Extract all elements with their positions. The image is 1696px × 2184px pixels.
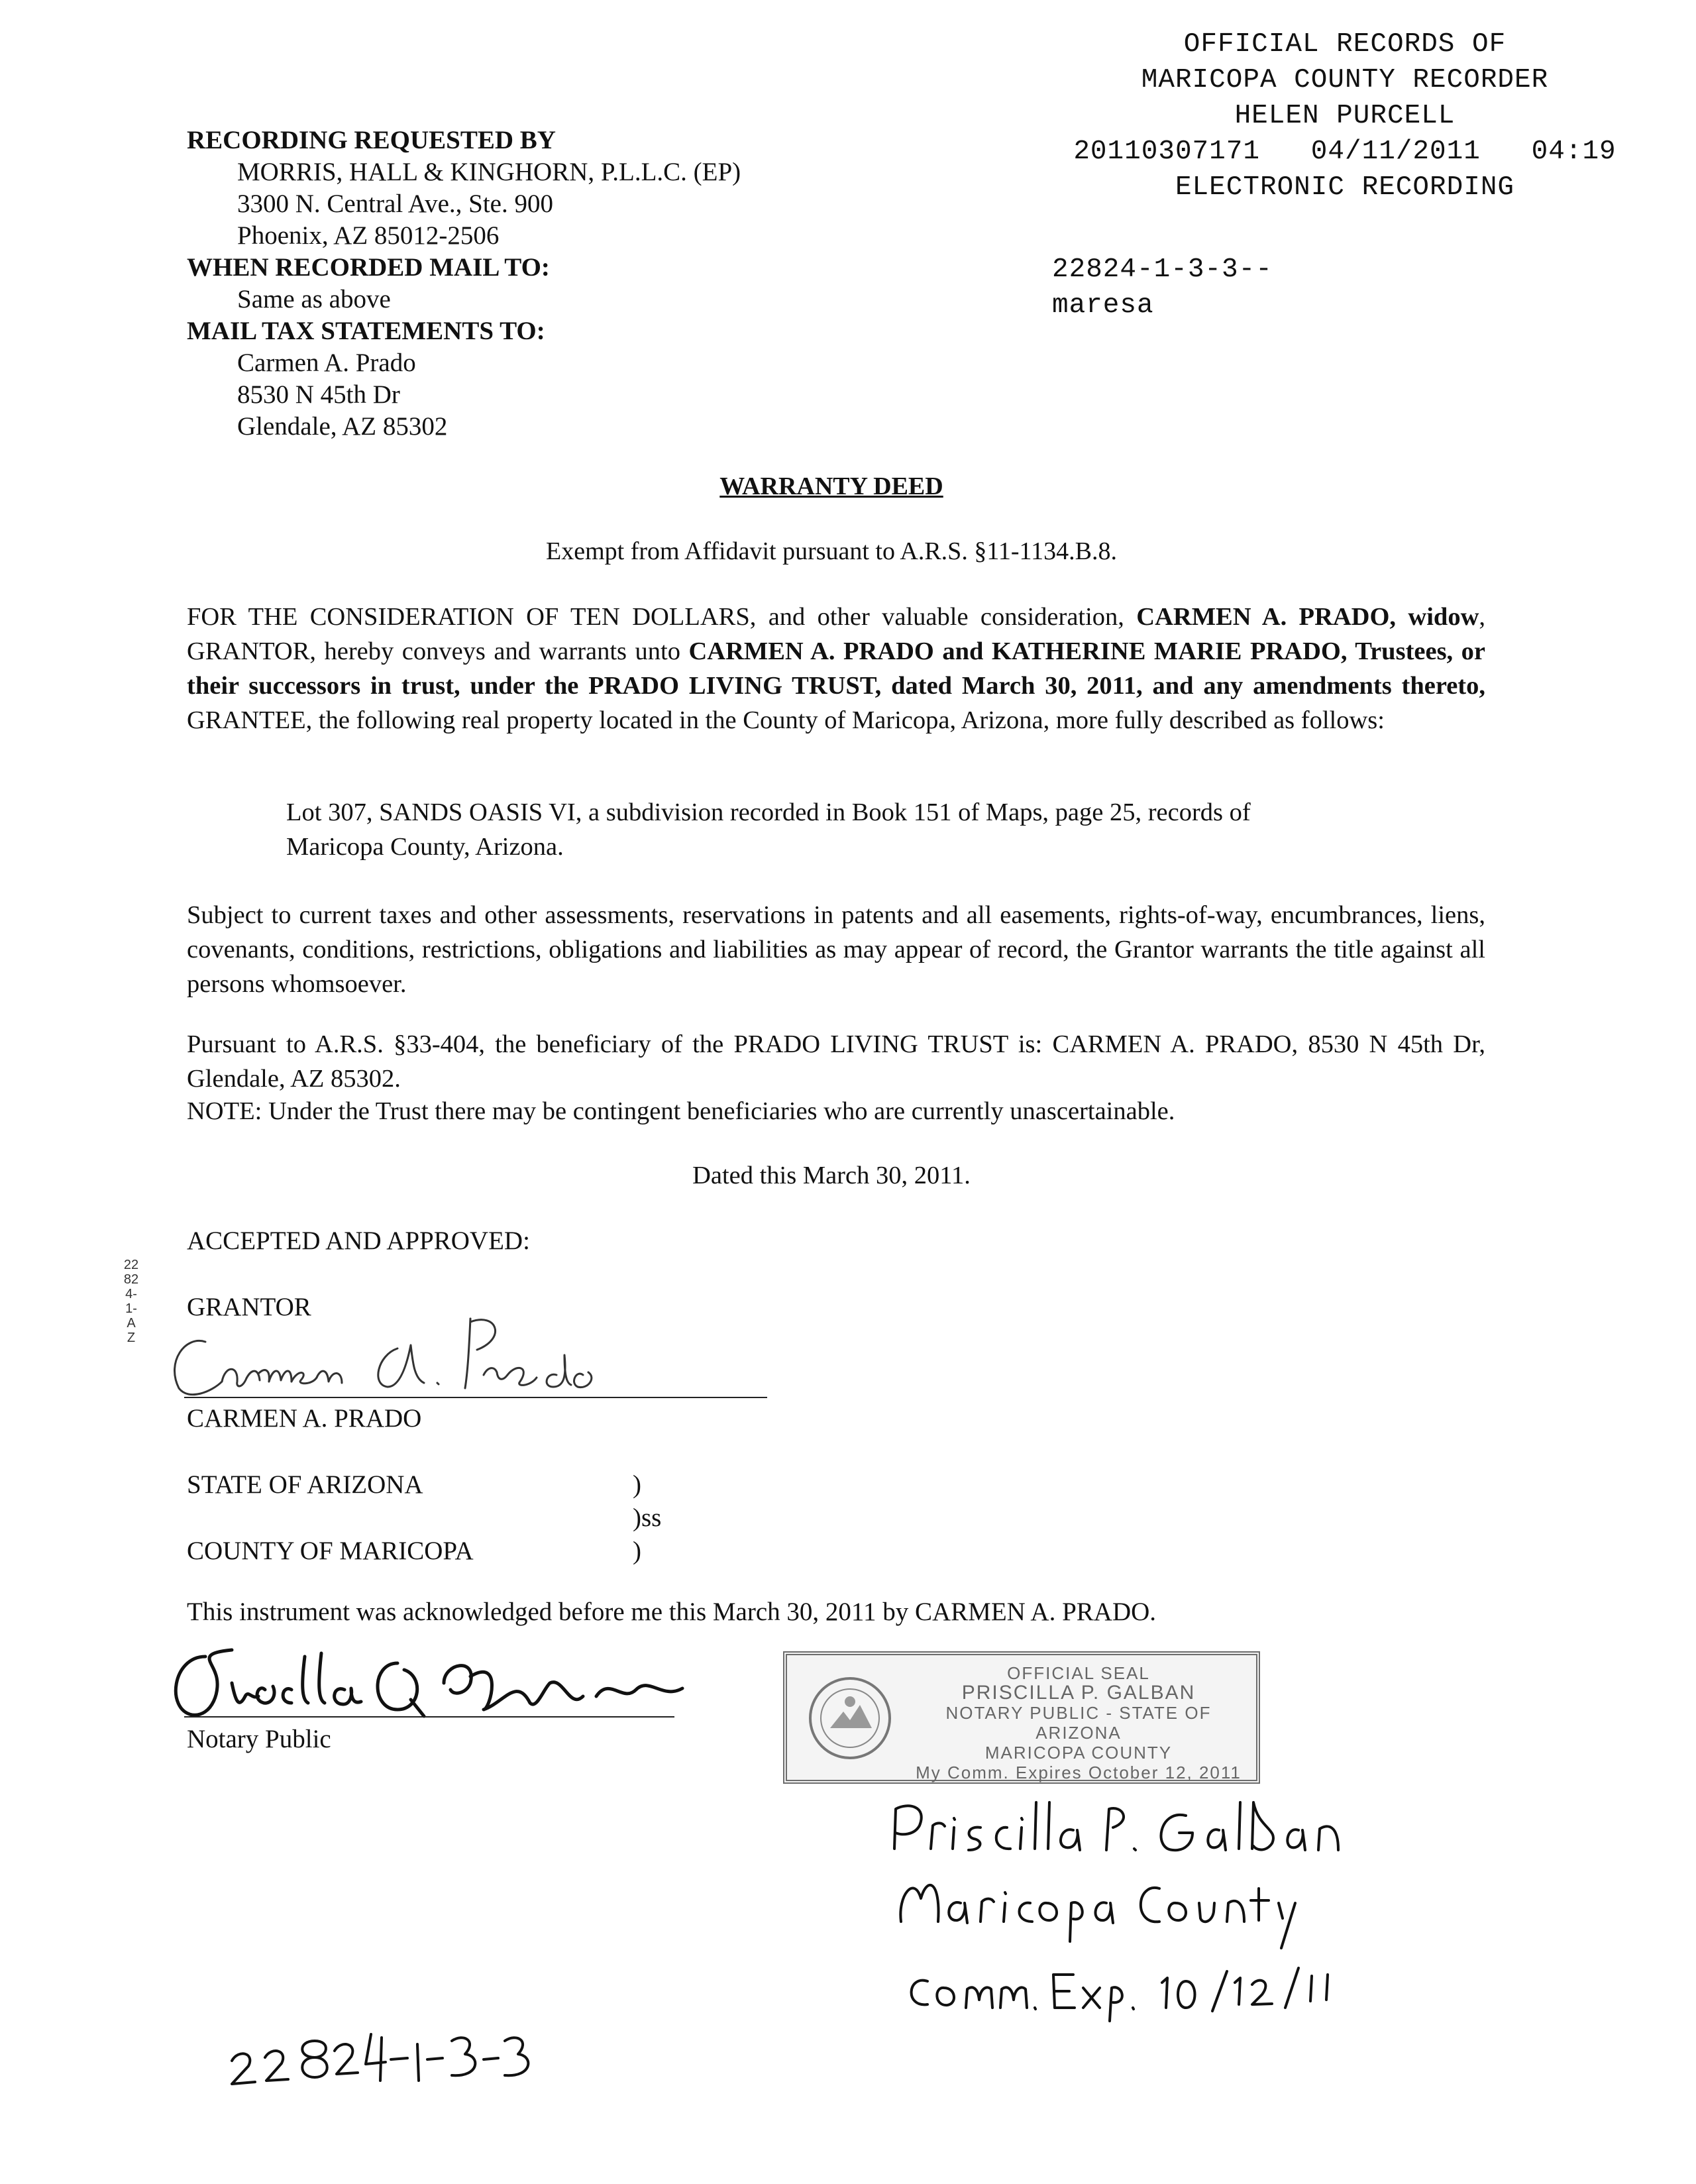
legal-description: Lot 307, SANDS OASIS VI, a subdivision recorded in Book 151 of Maps, page 25, records of Maricopa County, Arizona.: [286, 798, 1251, 861]
mail-tax-label: MAIL TAX STATEMENTS TO:: [187, 317, 545, 345]
venue-bracket: ): [633, 1537, 641, 1565]
notary-seal-stamp: [783, 1651, 1260, 1784]
seal-notary-name: PRISCILLA P. GALBAN: [961, 1682, 1196, 1704]
venue-bracket: ): [633, 1470, 641, 1499]
dated-line: Dated this March 30, 2011.: [692, 1162, 971, 1189]
acknowledgment-statement: This instrument was acknowledged before me this March 30, 2011 by CARMEN A. PRADO.: [187, 1598, 1157, 1626]
margin-code: 22824-1-AZ: [123, 1258, 139, 1345]
tax-city: Glendale, AZ 85302: [237, 412, 448, 441]
requester-address: 3300 N. Central Ave., Ste. 900: [237, 190, 553, 218]
exempt-statement: Exempt from Affidavit pursuant to A.R.S. §11-1134.B.8.: [546, 537, 1117, 565]
note-paragraph: NOTE: Under the Trust there may be contingent beneficiaries who are currently unascertainable.: [187, 1097, 1175, 1125]
seal-state: NOTARY PUBLIC - STATE OF ARIZONA: [945, 1703, 1212, 1743]
clerk-name: maresa: [1052, 290, 1154, 321]
recording-number: 20110307171 04/11/2011 04:19: [1073, 136, 1616, 167]
recorder-line: MARICOPA COUNTY RECORDER: [1141, 65, 1549, 95]
subject-to-paragraph: Subject to current taxes and other assessments, reservations in patents and all easements, rights-of-way, encumbrances, liens, covenants, conditions, restrictions, obligations and liabilities as may appear of record, the Grantor warrants the title against all persons whomsoever.: [187, 901, 1485, 998]
recording-requested-label: RECORDING REQUESTED BY: [187, 126, 556, 154]
notary-public-label: Notary Public: [187, 1725, 331, 1753]
seal-expiration: My Comm. Expires October 12, 2011: [916, 1763, 1242, 1782]
document-title: WARRANTY DEED: [719, 472, 943, 500]
conveyance-paragraph: [187, 600, 1485, 737]
handwritten-document-number: [219, 2014, 537, 2101]
recorder-line: HELEN PURCELL: [1234, 101, 1456, 131]
p1-text: FOR THE CONSIDERATION OF TEN DOLLARS, and other valuable consideration,: [187, 603, 1137, 631]
grantor-signature-line: [184, 1397, 767, 1398]
requester-city: Phoenix, AZ 85012-2506: [237, 221, 500, 250]
recorder-doc-id: [1052, 252, 1273, 323]
beneficiary-paragraph: Pursuant to A.R.S. §33-404, the beneficiary of the PRADO LIVING TRUST is: CARMEN A. PRADO, 8530 N 45th Dr, Glendale, AZ 85302.: [187, 1030, 1485, 1093]
state-label: STATE OF ARIZONA: [187, 1470, 423, 1499]
grantor-bold: CARMEN A. PRADO, widow: [1136, 603, 1479, 631]
grantee-bold: CARMEN A. PRADO and KATHERINE MARIE PRADO, Trustees, or their successors in trust, under the PRADO LIVING TRUST, dated March 30, 2011, and any amendments thereto,: [187, 637, 1486, 700]
tax-address: 8530 N 45th Dr: [237, 380, 400, 409]
doc-code: 22824-1-3-3--: [1052, 254, 1273, 285]
state-seal-icon: [807, 1675, 893, 1761]
seal-official: OFFICIAL SEAL: [1007, 1663, 1150, 1683]
recording-request-block: [187, 125, 741, 443]
p1-text: GRANTEE, the following real property located in the County of Maricopa, Arizona, more fully described as follows:: [187, 706, 1385, 734]
recorder-line: OFFICIAL RECORDS OF: [1183, 29, 1507, 60]
notary-signature: [159, 1637, 716, 1729]
recorder-stamp: [1047, 27, 1643, 205]
p1-text: , GRANTOR, hereby conveys and warrants unto: [187, 603, 1485, 665]
seal-text-block: [906, 1663, 1251, 1782]
grantor-name: CARMEN A. PRADO: [187, 1404, 422, 1433]
when-recorded-value: Same as above: [237, 285, 391, 313]
handwritten-notary-info: [881, 1789, 1411, 2041]
recorder-line: ELECTRONIC RECORDING: [1175, 172, 1515, 203]
requester-name: MORRIS, HALL & KINGHORN, P.L.L.C. (EP): [237, 158, 741, 186]
grantor-label: GRANTOR: [187, 1293, 311, 1321]
when-recorded-label: WHEN RECORDED MAIL TO:: [187, 253, 550, 282]
county-label: COUNTY OF MARICOPA: [187, 1537, 474, 1565]
accepted-approved-label: ACCEPTED AND APPROVED:: [187, 1227, 530, 1255]
seal-county: MARICOPA COUNTY: [984, 1743, 1173, 1763]
tax-name: Carmen A. Prado: [237, 349, 416, 377]
grantor-signature: [159, 1309, 676, 1408]
notary-signature-line: [184, 1716, 674, 1718]
venue-bracket-ss: )ss: [633, 1503, 662, 1532]
